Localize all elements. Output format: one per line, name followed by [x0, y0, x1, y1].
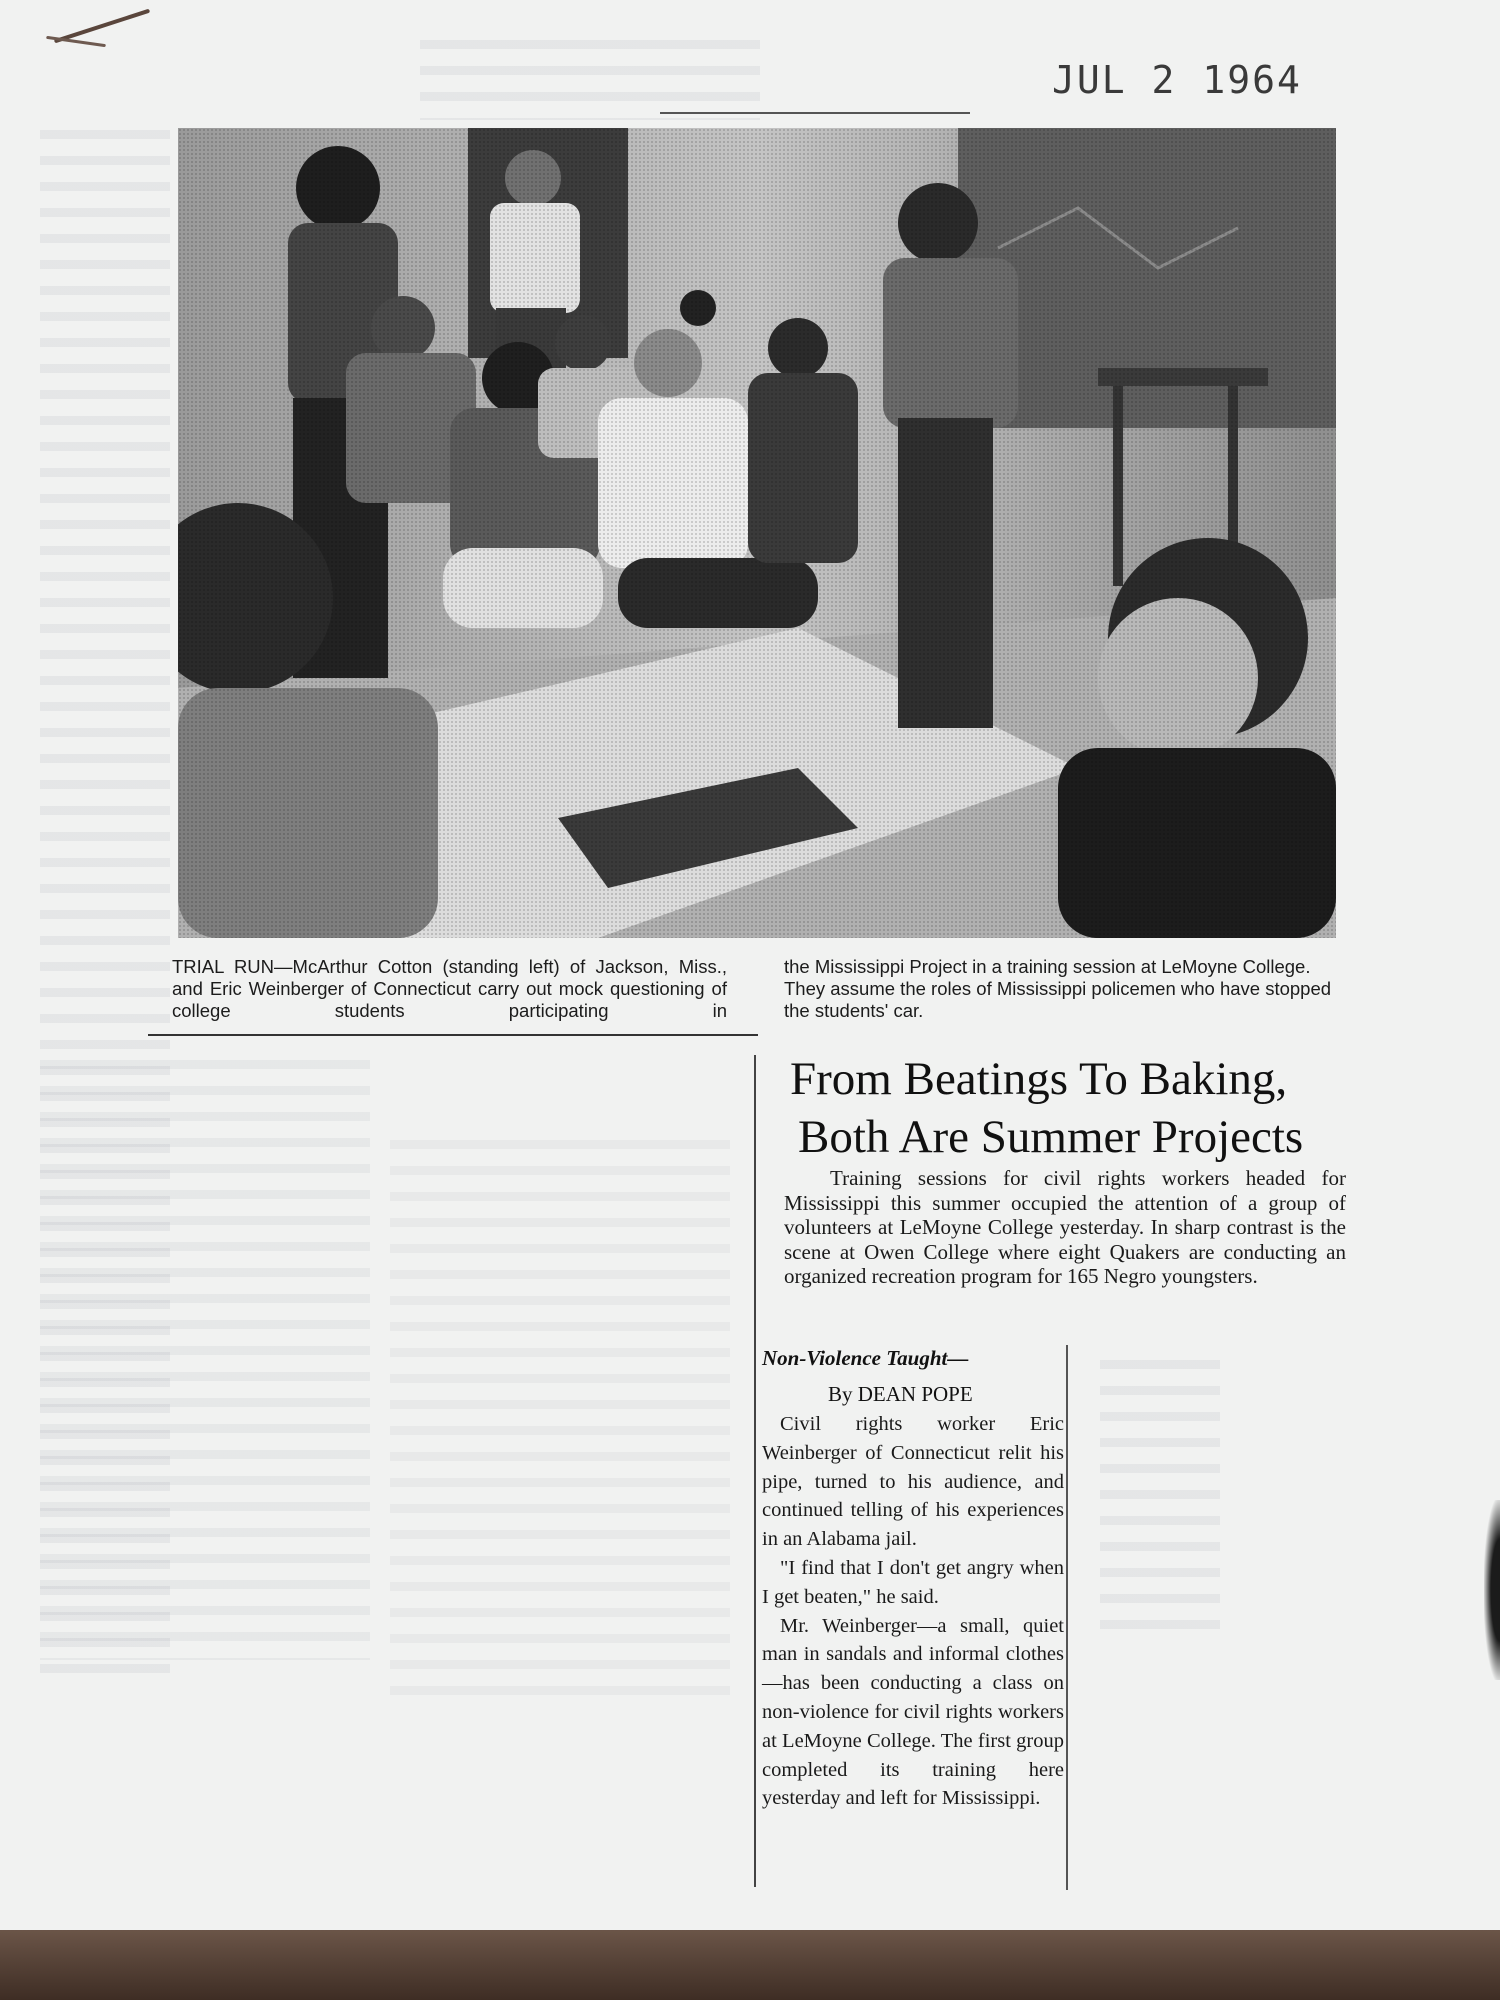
- caption-left-column: TRIAL RUN—McArthur Cotton (standing left) of Jackson, Miss., and Eric Weinberger of Connecticut carry out mock questioning of college students participating in: [172, 956, 727, 1021]
- lede-paragraph: Training sessions for civil rights workers headed for Mississippi this summer occupied the attention of a group of volunteers at LeMoyne College yesterday. In sharp contrast is the scene at Owen College where eight Quakers are conducting an organized recreation program for 165 Negro youngsters.: [784, 1166, 1346, 1288]
- column-rule-left: [754, 1055, 756, 1887]
- show-through-right: [1100, 1360, 1220, 1640]
- headline-line-1: From Beatings To Baking,: [790, 1053, 1288, 1105]
- photo-halftone: [178, 128, 1336, 938]
- article-paragraph: Civil rights worker Eric Weinberger of Connecticut relit his pipe, turned to his audience, and continued telling of his experiences in an Alabama jail.: [762, 1413, 1064, 1551]
- headline: [790, 1050, 1350, 1166]
- caption-right-column: the Mississippi Project in a training session at LeMoyne College. They assume the roles of Mississippi policemen who have stopped the students' car.: [784, 956, 1332, 1021]
- clip-line: [660, 112, 970, 114]
- article-byline: By DEAN POPE: [828, 1382, 973, 1406]
- photo-caption: [172, 956, 1342, 1036]
- date-stamp-month-day: JUL 2: [1052, 58, 1177, 102]
- column-rule-right: [1066, 1345, 1068, 1890]
- show-through-top: [420, 40, 760, 120]
- show-through-center: [390, 1140, 730, 1700]
- caption-rule: [148, 1034, 758, 1036]
- page-edge-shadow: [1484, 1500, 1500, 1680]
- article-subhead: Non-Violence Taught—: [762, 1346, 969, 1370]
- show-through-middle: [40, 1060, 370, 1660]
- article-paragraph: Mr. Weinberger—a small, quiet man in sandals and informal clothes—has been conducting a class on non-violence for civil rights workers at LeMoyne College. The first group completed its training here yesterday and left for Mississippi.: [762, 1614, 1064, 1810]
- desk-surface: [0, 1930, 1500, 2000]
- article-paragraph: "I find that I don't get angry when I get beaten," he said.: [762, 1556, 1064, 1608]
- date-stamp-year: 1964: [1202, 58, 1302, 102]
- date-stamp: [1052, 58, 1328, 102]
- headline-line-2: Both Are Summer Projects: [798, 1111, 1304, 1163]
- article-body: [762, 1410, 1064, 1813]
- training-session-photo: [178, 128, 1336, 938]
